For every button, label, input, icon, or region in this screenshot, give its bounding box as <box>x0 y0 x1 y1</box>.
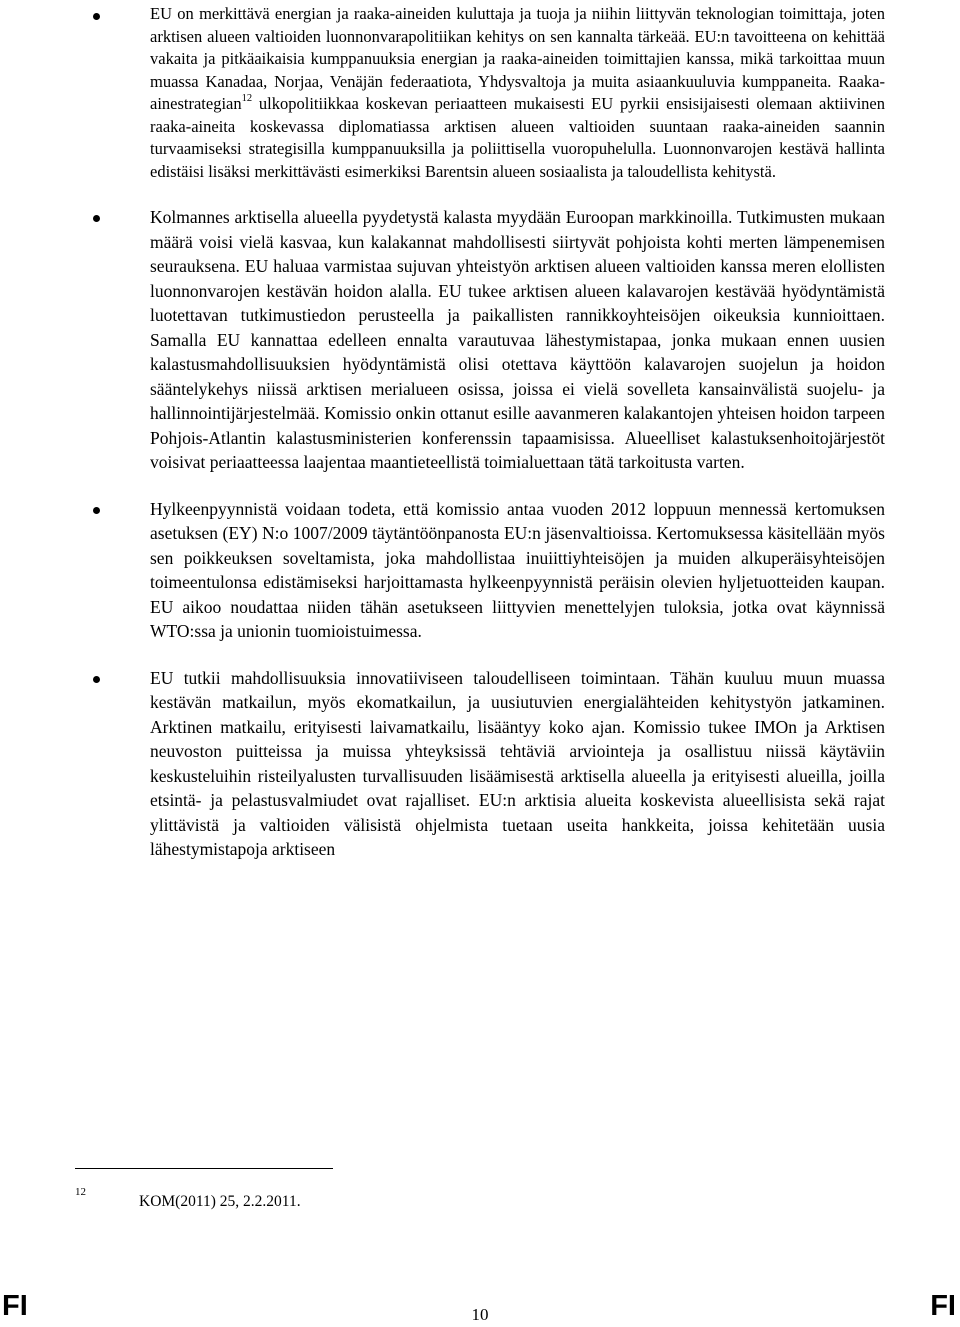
footnote-text: KOM(2011) 25, 2.2.2011. <box>139 1193 301 1210</box>
paragraph: EU tutkii mahdollisuuksia innovatiiviseen taloudelliseen toimintaan. Tähän kuuluu muun muassa kestävän matkailun, myös ekomatkailun, ja uusiutuvien energialähteiden kehitystyön jatkaminen. Arktinen matkailu, erityisesti laivamatkailu, lisääntyy koko ajan. Komissio tukee IMOn ja Arktisen neuvoston puitteissa ja muissa yhteyksissä tehtäviä arviointeja ja osallistuu niissä käytäviin keskusteluihin risteilyalusten turvallisuuden lisäämisestä arktisella alueella ja erityisesti alueilla, joilla etsintä- ja pelastusvalmiudet ovat rajalliset. EU:n arktisia alueita koskevista alueellisista sekä rajat ylittävistä ja valtioiden välisistä ohjelmista tuetaan useita hankkeita, joissa kehitetään uusia lähestymistapoja arktiseen <box>150 667 885 859</box>
paragraph: Kolmannes arktisella alueella pyydetystä kalasta myydään Euroopan markkinoilla. Tutkimusten mukaan määrä voisi vielä kasvaa, kun kalakannat mahdollisesti siirtyvät pohjoista kohti merten lämpenemisen seurauksena. EU haluaa varmistaa sujuvan yhteistyön arktisen alueen valtioiden kanssa meren elollisten luonnonvarojen kestävän hoidon alalla. EU tukee arktisen alueen kalavarojen kestävää hyödyntämistä luotettavan tutkimustiedon perusteella ja paikallisten rannikkoyhteisöjen oikeuksia kunnioittaen. Samalla EU kannattaa edelleen ennalta varautuvaa lähestymistapaa, jonka mukaan ennen uusien kalastusmahdollisuuksien hyödyntämistä olisi otettava käyttöön kalavarojen suojelun ja hoidon sääntelykehys niissä arktisen merialueen osissa, joissa ei vielä sovelleta kansainvälistä suojelu- ja hallinnointijärjestelmää. Komissio onkin ottanut esille aavanmeren kalakantojen yhteisen hoidon tarpeen Pohjois-Atlantin kalastusministerien konferenssin tapaamisissa. Alueelliset kalastuksenhoitojärjestöt voisivat periaatteessa laajentaa maantieteellistä toimialuettaan tätä tarkoitusta varten. <box>150 207 885 472</box>
list-item <box>0 205 960 475</box>
bullet-icon <box>93 13 100 20</box>
language-code-right: FI <box>930 1290 956 1322</box>
footnote-reference[interactable]: 12 <box>241 93 253 104</box>
paragraph: Hylkeenpyynnistä voidaan todeta, että komissio antaa vuoden 2012 loppuun mennessä kertomuksen asetuksen (EY) N:o 1007/2009 täytäntöönpanosta EU:n jäsenvaltioissa. Kertomuksessa käsitellään myös sen poikkeuksen soveltamista, joka mahdollistaa inuiittiyhteisöjen ja muiden alkuperäisyhteisöjen toimeentulonsa edistämiseksi harjoittamasta hylkeenpyynnistä peräisin olevien hyljetuotteiden kaupan. EU aikoo noudattaa niiden tähän asetukseen liittyvien menettelyjen tuloksia, jotka ovat käynnissä WTO:ssa ja unionin tuomioistuimessa. <box>150 498 885 641</box>
footnote-separator <box>75 1168 333 1169</box>
list-item <box>0 497 960 644</box>
bullet-icon <box>93 676 100 683</box>
paragraph <box>150 3 885 183</box>
list-item <box>0 3 960 183</box>
footnote-number: 12 <box>75 1186 86 1198</box>
bullet-icon <box>93 507 100 514</box>
language-code-left: FI <box>2 1290 28 1322</box>
page-number: 10 <box>471 1305 489 1324</box>
paragraph-text: ulkopolitiikkaa koskevan periaatteen mukaisesti EU pyrkii ensisijaisesti olemaan aktiivinen raaka-aineita koskevassa diplomatiassa arktisen alueen valtioiden suuntaan raaka-aineiden saannin turvaamiseksi strategisilla kumppanuuksilla ja poliittisella vuoropuhelulla. Luonnonvarojen kestävä hallinta edistäisi lisäksi merkittävästi esimerkiksi Barentsin alueen sosiaalista ja taloudellista kehitystä. <box>150 94 885 181</box>
paragraph-text: EU on merkittävä energian ja raaka-aineiden kuluttaja ja tuoja ja niihin liittyvän teknologian toimittaja, joten arktisen alueen valtioiden luonnonvarapolitiikan kehitys on sen kannalta tärkeää. EU:n tavoitteena on kehittää vakaita ja pitkäaikaisia kumppanuuksia energian ja raaka-aineiden toimittajien kanssa, mikä tarkoittaa muun muassa Kanadaa, Norjaa, Venäjän federaatiota, Yhdysvaltoja ja muita asiaankuuluvia kumppaneita. Raaka-ainestrategian <box>150 4 885 113</box>
list-item <box>0 666 960 862</box>
bullet-icon <box>93 215 100 222</box>
